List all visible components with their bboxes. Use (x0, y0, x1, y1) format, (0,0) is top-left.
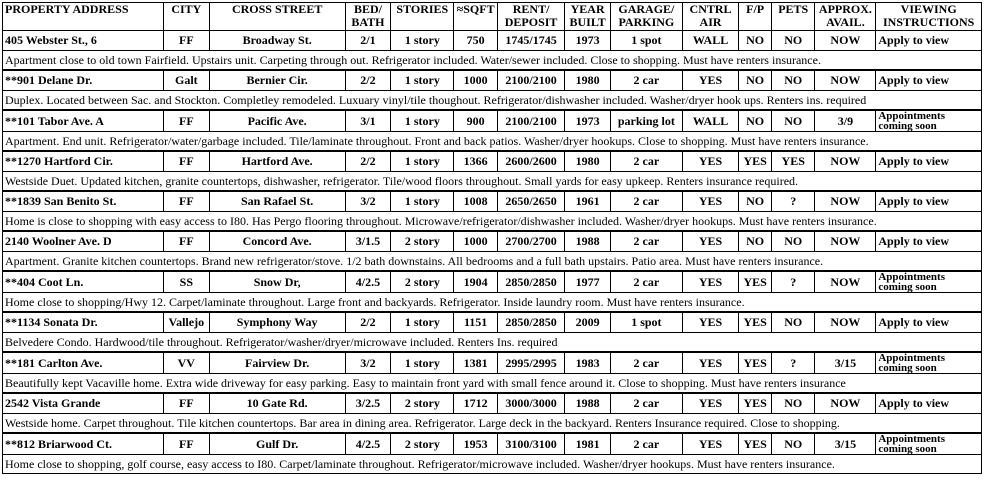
listing-pets: NO (771, 70, 815, 91)
listing-fireplace: NO (739, 231, 772, 252)
header-sqft: ≈SQFT (454, 3, 498, 31)
listing-cross-street: Gulf Dr. (209, 433, 345, 455)
header-row (3, 3, 982, 31)
listing-stories: 1 story (391, 191, 454, 212)
listing-available: 3/9 (815, 110, 876, 132)
listing-address: 405 Webster St., 6 (3, 31, 164, 51)
listing-row (3, 433, 982, 455)
listing-description-row (3, 333, 982, 353)
listing-available: NOW (815, 312, 876, 333)
listing-year-built: 1988 (565, 393, 611, 414)
listing-rent-deposit: 2995/2995 (497, 352, 564, 374)
listing-address: **1134 Sonata Dr. (3, 312, 164, 333)
listing-description: Apartment close to old town Fairfield. Upstairs unit. Carpeting through out. Refrigerator included. Water/sewer included. Close to shopping. Must have renters insurance. (3, 51, 982, 71)
listing-cross-street: Hartford Ave. (209, 151, 345, 172)
listing-bed-bath: 2/1 (345, 31, 391, 51)
header-city: CITY (163, 3, 209, 31)
listing-year-built: 1983 (565, 352, 611, 374)
header-central-air: CNTRL AIR (682, 3, 739, 31)
listing-fireplace: NO (739, 110, 772, 132)
listing-city: FF (163, 231, 209, 252)
listing-fireplace: NO (739, 31, 772, 51)
listing-description: Westside home. Carpet throughout. Tile kitchen countertops. Bar area in dining area. Refrigerator. Large deck in the backyard. Renters Insurance required. Close to shopping. (3, 414, 982, 434)
listing-city: FF (163, 110, 209, 132)
listing-cross-street: Symphony Way (209, 312, 345, 333)
listing-garage-parking: 2 car (610, 231, 682, 252)
listing-row (3, 312, 982, 333)
listing-bed-bath: 3/2.5 (345, 393, 391, 414)
listing-year-built: 1980 (565, 151, 611, 172)
listing-central-air: YES (682, 271, 739, 293)
listing-city: FF (163, 393, 209, 414)
listing-garage-parking: 2 car (610, 191, 682, 212)
listing-fireplace: YES (739, 312, 772, 333)
listing-body (3, 31, 982, 474)
listing-city: FF (163, 433, 209, 455)
listing-fireplace: YES (739, 271, 772, 293)
listing-pets: NO (771, 110, 815, 132)
listing-garage-parking: 1 spot (610, 312, 682, 333)
listing-description: Apartment. Granite kitchen countertops. Brand new refrigerator/stove. 1/2 bath downstains. All bedrooms and a full bath upstairs. Patio area. Must have renters insurance. (3, 252, 982, 272)
listing-viewing-instructions: Appointments coming soon (876, 352, 982, 374)
listing-description: Apartment. End unit. Refrigerator/water/garbage included. Tile/laminate throughout. Front and back patios. Washer/dryer hookups. Close to shopping. Must have renters insurance. (3, 132, 982, 152)
listing-row (3, 352, 982, 374)
listing-stories: 1 story (391, 110, 454, 132)
listing-rent-deposit: 2850/2850 (497, 271, 564, 293)
listing-description: Home close to shopping, golf course, easy access to I80. Carpet/laminate throughout. Refrigerator/microwave included. Washer/dryer hookups. Must have renters insurance. (3, 455, 982, 474)
listing-city: Galt (163, 70, 209, 91)
listing-garage-parking: 1 spot (610, 31, 682, 51)
listing-available: NOW (815, 31, 876, 51)
listing-available: 3/15 (815, 433, 876, 455)
header-viewing: VIEWING INSTRUCTIONS (876, 3, 982, 31)
listing-cross-street: Bernier Cir. (209, 70, 345, 91)
listing-central-air: YES (682, 352, 739, 374)
listing-sqft: 1953 (454, 433, 498, 455)
listing-city: FF (163, 31, 209, 51)
listing-pets: NO (771, 433, 815, 455)
listing-address: 2140 Woolner Ave. D (3, 231, 164, 252)
listing-city: FF (163, 151, 209, 172)
header-available: APPROX. AVAIL. (815, 3, 876, 31)
listing-rent-deposit: 2700/2700 (497, 231, 564, 252)
listing-viewing-instructions: Appointments coming soon (876, 110, 982, 132)
listing-rent-deposit: 3000/3000 (497, 393, 564, 414)
listing-fireplace: YES (739, 151, 772, 172)
listing-year-built: 1977 (565, 271, 611, 293)
listing-address: **812 Briarwood Ct. (3, 433, 164, 455)
listing-stories: 2 story (391, 393, 454, 414)
listing-pets: ? (771, 271, 815, 293)
listing-viewing-instructions: Apply to view (876, 191, 982, 212)
listing-row (3, 110, 982, 132)
listing-stories: 2 story (391, 231, 454, 252)
listing-cross-street: San Rafael St. (209, 191, 345, 212)
listing-available: 3/15 (815, 352, 876, 374)
listing-bed-bath: 3/2 (345, 352, 391, 374)
listing-cross-street: Fairview Dr. (209, 352, 345, 374)
header-year-built: YEAR BUILT (565, 3, 611, 31)
listing-central-air: YES (682, 433, 739, 455)
listing-stories: 1 story (391, 352, 454, 374)
listing-sqft: 1712 (454, 393, 498, 414)
header-address: PROPERTY ADDRESS (3, 3, 164, 31)
header-rent-deposit: RENT/ DEPOSIT (497, 3, 564, 31)
listing-central-air: WALL (682, 110, 739, 132)
listing-bed-bath: 4/2.5 (345, 271, 391, 293)
listing-row (3, 151, 982, 172)
listing-address: **1839 San Benito St. (3, 191, 164, 212)
listing-viewing-instructions: Apply to view (876, 31, 982, 51)
listing-sqft: 1000 (454, 70, 498, 91)
listing-garage-parking: parking lot (610, 110, 682, 132)
listing-sqft: 750 (454, 31, 498, 51)
header-stories: STORIES (391, 3, 454, 31)
listing-bed-bath: 2/2 (345, 312, 391, 333)
listing-garage-parking: 2 car (610, 271, 682, 293)
listing-year-built: 1981 (565, 433, 611, 455)
listing-stories: 2 story (391, 271, 454, 293)
listing-fireplace: YES (739, 393, 772, 414)
listing-row (3, 271, 982, 293)
listing-available: NOW (815, 70, 876, 91)
listing-cross-street: 10 Gate Rd. (209, 393, 345, 414)
listing-garage-parking: 2 car (610, 393, 682, 414)
listing-description-row (3, 293, 982, 313)
listing-sqft: 1151 (454, 312, 498, 333)
rental-listings-sheet (2, 2, 982, 474)
listing-central-air: YES (682, 393, 739, 414)
listing-fireplace: YES (739, 352, 772, 374)
listing-sqft: 1008 (454, 191, 498, 212)
listing-description-row (3, 252, 982, 272)
listing-city: Vallejo (163, 312, 209, 333)
listing-description: Home close to shopping/Hwy 12. Carpet/laminate throughout. Large front and backyards. Refrigerator. Inside laundry room. Must have renters insurance. (3, 293, 982, 313)
listing-year-built: 1980 (565, 70, 611, 91)
listing-description-row (3, 212, 982, 232)
listing-row (3, 191, 982, 212)
listing-description-row (3, 455, 982, 474)
listing-row (3, 31, 982, 51)
listing-year-built: 1961 (565, 191, 611, 212)
listing-address: **1270 Hartford Cir. (3, 151, 164, 172)
listing-description-row (3, 414, 982, 434)
listing-pets: ? (771, 352, 815, 374)
listing-description-row (3, 51, 982, 71)
listing-central-air: WALL (682, 31, 739, 51)
listing-rent-deposit: 3100/3100 (497, 433, 564, 455)
listing-row (3, 231, 982, 252)
listing-address: **404 Coot Ln. (3, 271, 164, 293)
listing-stories: 1 story (391, 70, 454, 91)
listing-garage-parking: 2 car (610, 70, 682, 91)
listing-pets: NO (771, 312, 815, 333)
listing-bed-bath: 3/1 (345, 110, 391, 132)
listing-cross-street: Concord Ave. (209, 231, 345, 252)
listing-garage-parking: 2 car (610, 151, 682, 172)
listing-viewing-instructions: Appointments coming soon (876, 433, 982, 455)
listing-available: NOW (815, 231, 876, 252)
listing-description: Westside Duet. Updated kitchen, granite countertops, dishwasher, refrigerator. Tile/wood floors throughout. Small yards for easy upkeep. Renters insurance required. (3, 172, 982, 192)
listing-city: FF (163, 191, 209, 212)
listing-city: VV (163, 352, 209, 374)
listing-description: Belvedere Condo. Hardwood/tile throughout. Refrigerator/washer/dryer/microwave included. Renters Ins. required (3, 333, 982, 353)
listing-rent-deposit: 2100/2100 (497, 70, 564, 91)
listing-year-built: 2009 (565, 312, 611, 333)
listing-viewing-instructions: Appointments coming soon (876, 271, 982, 293)
header-cross-street: CROSS STREET (209, 3, 345, 31)
listing-stories: 2 story (391, 433, 454, 455)
header-bed-bath: BED/ BATH (345, 3, 391, 31)
listing-pets: ? (771, 191, 815, 212)
listing-central-air: YES (682, 191, 739, 212)
listing-rent-deposit: 2100/2100 (497, 110, 564, 132)
listing-stories: 1 story (391, 151, 454, 172)
listing-pets: YES (771, 151, 815, 172)
listing-bed-bath: 2/2 (345, 70, 391, 91)
listing-central-air: YES (682, 70, 739, 91)
listing-city: SS (163, 271, 209, 293)
listing-address: **181 Carlton Ave. (3, 352, 164, 374)
listing-description: Home is close to shopping with easy access to I80. Has Pergo flooring throughout. Microwave/refrigerator/dishwasher included. Washer/dryer hookups. Must have renters insurance. (3, 212, 982, 232)
listing-sqft: 1000 (454, 231, 498, 252)
listing-year-built: 1973 (565, 110, 611, 132)
listing-pets: NO (771, 231, 815, 252)
listing-fireplace: NO (739, 191, 772, 212)
listing-fireplace: YES (739, 433, 772, 455)
listing-available: NOW (815, 191, 876, 212)
listing-central-air: YES (682, 151, 739, 172)
header-garage-parking: GARAGE/ PARKING (610, 3, 682, 31)
listing-viewing-instructions: Apply to view (876, 393, 982, 414)
listing-rent-deposit: 2650/2650 (497, 191, 564, 212)
listing-stories: 1 story (391, 31, 454, 51)
listing-cross-street: Snow Dr, (209, 271, 345, 293)
listing-cross-street: Pacific Ave. (209, 110, 345, 132)
listing-bed-bath: 4/2.5 (345, 433, 391, 455)
listing-description: Duplex. Located between Sac. and Stockton. Completley remodeled. Luxuary vinyl/tile thoughout. Refrigerator/dishwasher included. Washer/dryer hook ups. Renters ins. required (3, 91, 982, 111)
listing-pets: NO (771, 393, 815, 414)
rental-listings-table (2, 2, 982, 474)
listing-sqft: 1381 (454, 352, 498, 374)
listing-central-air: YES (682, 231, 739, 252)
listing-bed-bath: 3/2 (345, 191, 391, 212)
listing-sqft: 1904 (454, 271, 498, 293)
listing-bed-bath: 2/2 (345, 151, 391, 172)
listing-rent-deposit: 2850/2850 (497, 312, 564, 333)
listing-garage-parking: 2 car (610, 433, 682, 455)
listing-row (3, 70, 982, 91)
listing-stories: 1 story (391, 312, 454, 333)
listing-description-row (3, 172, 982, 192)
listing-description: Beautifully kept Vacaville home. Extra wide driveway for easy parking. Easy to maintain front yard with small fence around it. Close to shopping. Must have renters insurance (3, 374, 982, 394)
listing-viewing-instructions: Apply to view (876, 312, 982, 333)
listing-viewing-instructions: Apply to view (876, 70, 982, 91)
listing-description-row (3, 132, 982, 152)
listing-rent-deposit: 1745/1745 (497, 31, 564, 51)
listing-cross-street: Broadway St. (209, 31, 345, 51)
listing-available: NOW (815, 393, 876, 414)
listing-garage-parking: 2 car (610, 352, 682, 374)
listing-fireplace: NO (739, 70, 772, 91)
listing-address: **901 Delane Dr. (3, 70, 164, 91)
listing-description-row (3, 91, 982, 111)
listing-viewing-instructions: Apply to view (876, 151, 982, 172)
listing-address: **101 Tabor Ave. A (3, 110, 164, 132)
listing-rent-deposit: 2600/2600 (497, 151, 564, 172)
listing-row (3, 393, 982, 414)
listing-viewing-instructions: Apply to view (876, 231, 982, 252)
listing-available: NOW (815, 151, 876, 172)
header-pets: PETS (771, 3, 815, 31)
listing-central-air: YES (682, 312, 739, 333)
listing-year-built: 1988 (565, 231, 611, 252)
listing-bed-bath: 3/1.5 (345, 231, 391, 252)
listing-address: 2542 Vista Grande (3, 393, 164, 414)
header-fireplace: F/P (739, 3, 772, 31)
listing-description-row (3, 374, 982, 394)
listing-pets: NO (771, 31, 815, 51)
listing-available: NOW (815, 271, 876, 293)
listing-year-built: 1973 (565, 31, 611, 51)
listing-sqft: 1366 (454, 151, 498, 172)
listing-sqft: 900 (454, 110, 498, 132)
